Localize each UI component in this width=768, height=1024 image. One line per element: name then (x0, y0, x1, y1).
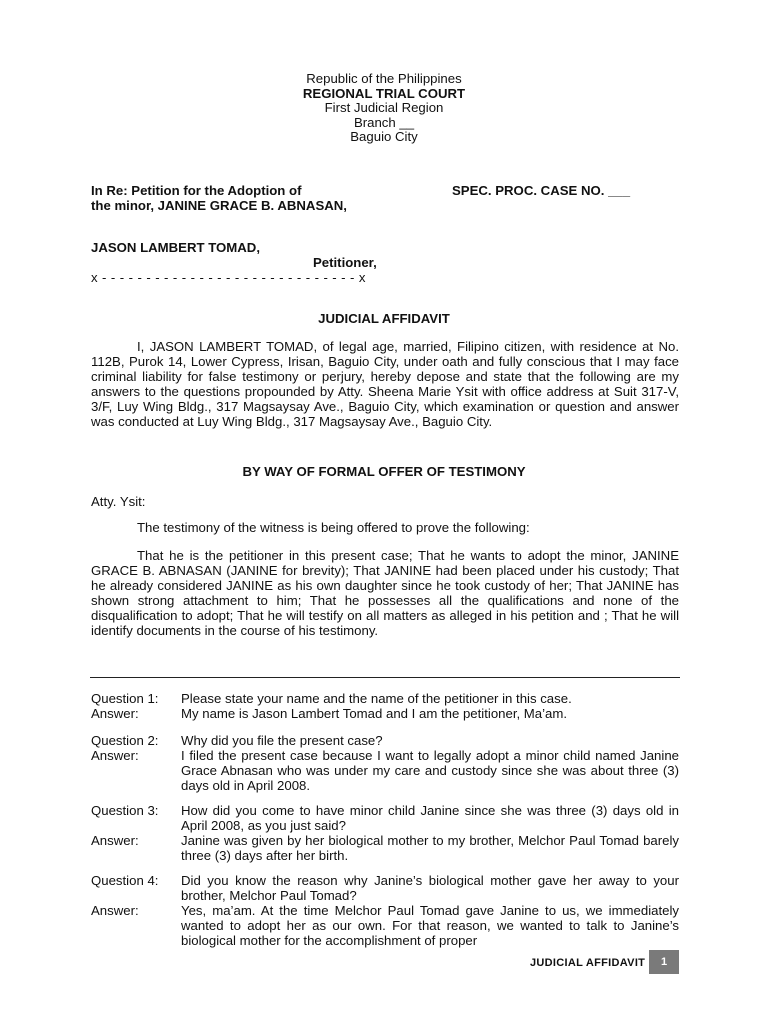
branch-line: Branch __ (353, 114, 415, 130)
petitioner-name: JASON LAMBERT TOMAD, (91, 240, 260, 255)
city-line: Baguio City (350, 129, 418, 144)
court-header (0, 72, 768, 145)
in-re-line-2: the minor, JANINE GRACE B. ABNASAN, (91, 198, 347, 213)
answer-text: My name is Jason Lambert Tomad and I am the petitioner, Ma’am. (181, 706, 568, 721)
answer-label: Answer: (91, 706, 139, 721)
answer-label: Answer: (91, 748, 139, 763)
case-caption (91, 183, 691, 213)
republic-line: Republic of the Philippines (306, 71, 462, 86)
document-title: JUDICIAL AFFIDAVIT (318, 311, 450, 326)
question-text: Why did you file the present case? (181, 733, 383, 748)
case-number: SPEC. PROC. CASE NO. ___ (452, 183, 631, 198)
footer-label: JUDICIAL AFFIDAVIT (530, 957, 646, 969)
in-re-line-1: In Re: Petition for the Adoption of (91, 183, 302, 198)
intro-paragraph: I, JASON LAMBERT TOMAD, of legal age, married, Filipino citizen, with residence at No. 112B, Purok 14, Lower Cypress, Irisan, Baguio City, under oath and fully conscious that I may face criminal liability for false testimony or perjury, hereby depose and state that the following are my answers to the questions propounded by Atty. Sheena Marie Ysit with office address at Suit 317-V, 3/F, Luy Wing Bldg., 317 Magsaysay Ave., Baguio City, which examination or question and answer was conducted at Luy Wing Bldg., 317 Magsaysay Ave., Baguio City. (91, 339, 679, 429)
page-number-badge: 1 (649, 950, 679, 974)
answer-label: Answer: (91, 833, 139, 848)
question-label: Question 4: (91, 873, 159, 888)
horizontal-rule (90, 677, 680, 678)
question-text: Please state your name and the name of the petitioner in this case. (181, 691, 572, 706)
judicial-region: First Judicial Region (324, 100, 444, 115)
answer-text: Yes, ma’am. At the time Melchor Paul Tomad gave Janine to us, we immediately wanted to adopt her as our own. For that reason, we wanted to talk to Janine’s biological mother for the accomplishment of proper (181, 903, 679, 948)
court-name: REGIONAL TRIAL COURT (302, 85, 466, 101)
question-label: Question 3: (91, 803, 159, 818)
petitioner-role: Petitioner, (313, 255, 377, 270)
answer-text: I filed the present case because I want to legally adopt a minor child named Janine Grace Abnasan who was under my care and custody since she was about three (3) days old in April 2008. (181, 748, 679, 793)
answer-text: Janine was given by her biological mother to my brother, Melchor Paul Tomad barely three (3) days after her birth. (181, 833, 679, 863)
offer-intro: The testimony of the witness is being offered to prove the following: (137, 520, 530, 535)
offer-paragraph: That he is the petitioner in this present case; That he wants to adopt the minor, JANINE GRACE B. ABNASAN (JANINE for brevity); That JANINE had been placed under his custody; That he already considered JANINE as his own daughter since he took custody of her; That JANINE has shown strong attachment to him; That he possesses all the qualifications and none of the disqualification to adopt; That he will testify on all matters as alleged in his petition and ; That he will identify documents in the course of his testimony. (91, 548, 679, 638)
qa-item-2 (91, 733, 679, 793)
section-title: BY WAY OF FORMAL OFFER OF TESTIMONY (242, 464, 526, 479)
qa-item-3 (91, 803, 679, 863)
qa-item-1 (91, 691, 679, 721)
question-label: Question 1: (91, 691, 159, 706)
addressee: Atty. Ysit: (91, 494, 146, 509)
question-text: How did you come to have minor child Janine since she was three (3) days old in April 2008, as you just said? (181, 803, 679, 833)
question-label: Question 2: (91, 733, 159, 748)
caption-divider: x - - - - - - - - - - - - - - - - - - - - - - - - - - - - - x (91, 270, 366, 285)
qa-item-4 (91, 873, 679, 948)
answer-label: Answer: (91, 903, 139, 918)
question-text: Did you know the reason why Janine’s biological mother gave her away to your brother, Melchor Paul Tomad? (181, 873, 679, 903)
